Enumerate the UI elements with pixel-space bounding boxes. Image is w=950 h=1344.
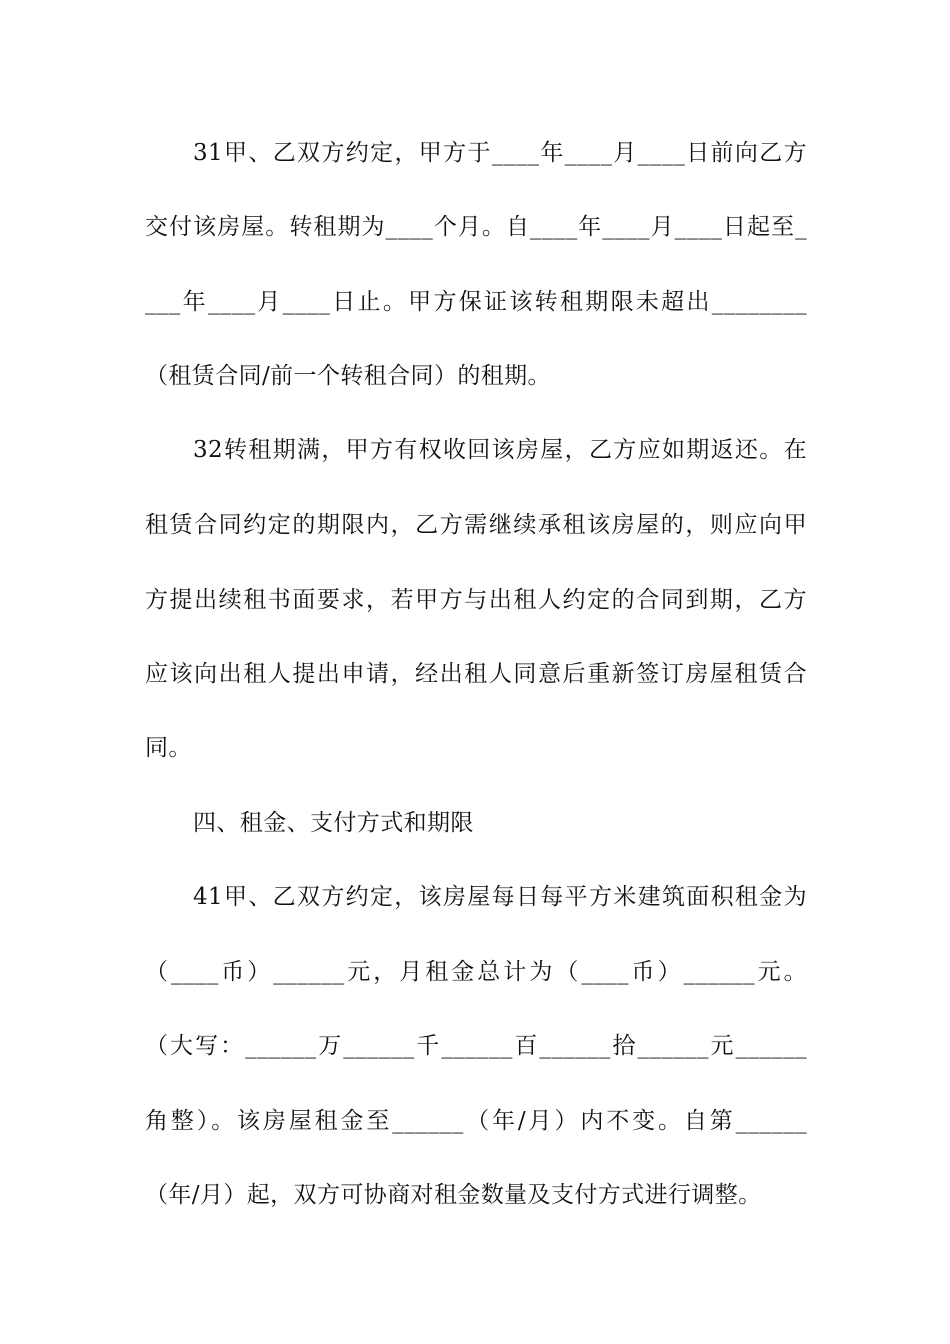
paragraph-4-1-line-1: 41甲、乙双方约定，该房屋每日每平方米建筑面积租金为	[193, 884, 807, 910]
paragraph-3-1-line-3: ___年____月____日止。甲方保证该转租期限未超出________	[145, 289, 807, 315]
paragraph-3-2-line-1: 32转租期满，甲方有权收回该房屋，乙方应如期返还。在	[193, 437, 807, 463]
paragraph-4-1-line-2: （____币）______元，月租金总计为（____币）______元。	[145, 959, 807, 985]
paragraph-4-1-line-5: （年/月）起，双方可协商对租金数量及支付方式进行调整。	[145, 1182, 762, 1208]
paragraph-3-1-line-2: 交付该房屋。转租期为____个月。自____年____月____日起至_	[145, 214, 807, 240]
paragraph-3-1-line-4: （租赁合同/前一个转租合同）的租期。	[145, 363, 551, 389]
paragraph-3-2-line-2: 租赁合同约定的期限内，乙方需继续承租该房屋的，则应向甲	[145, 512, 807, 538]
section-heading: 四、租金、支付方式和期限	[193, 810, 474, 836]
paragraph-3-2-line-5: 同。	[145, 735, 192, 761]
paragraph-4-1-line-3: （大写：______万______千______百______拾______元______	[145, 1033, 807, 1059]
paragraph-3-2-line-4: 应该向出租人提出申请，经出租人同意后重新签订房屋租赁合	[145, 661, 807, 687]
paragraph-4-1-line-4: 角整）。该房屋租金至______（年/月）内不变。自第______	[145, 1108, 807, 1134]
paragraph-3-1-line-1: 31甲、乙双方约定，甲方于____年____月____日前向乙方	[193, 140, 807, 166]
paragraph-3-2-line-3: 方提出续租书面要求，若甲方与出租人约定的合同到期，乙方	[145, 587, 807, 613]
